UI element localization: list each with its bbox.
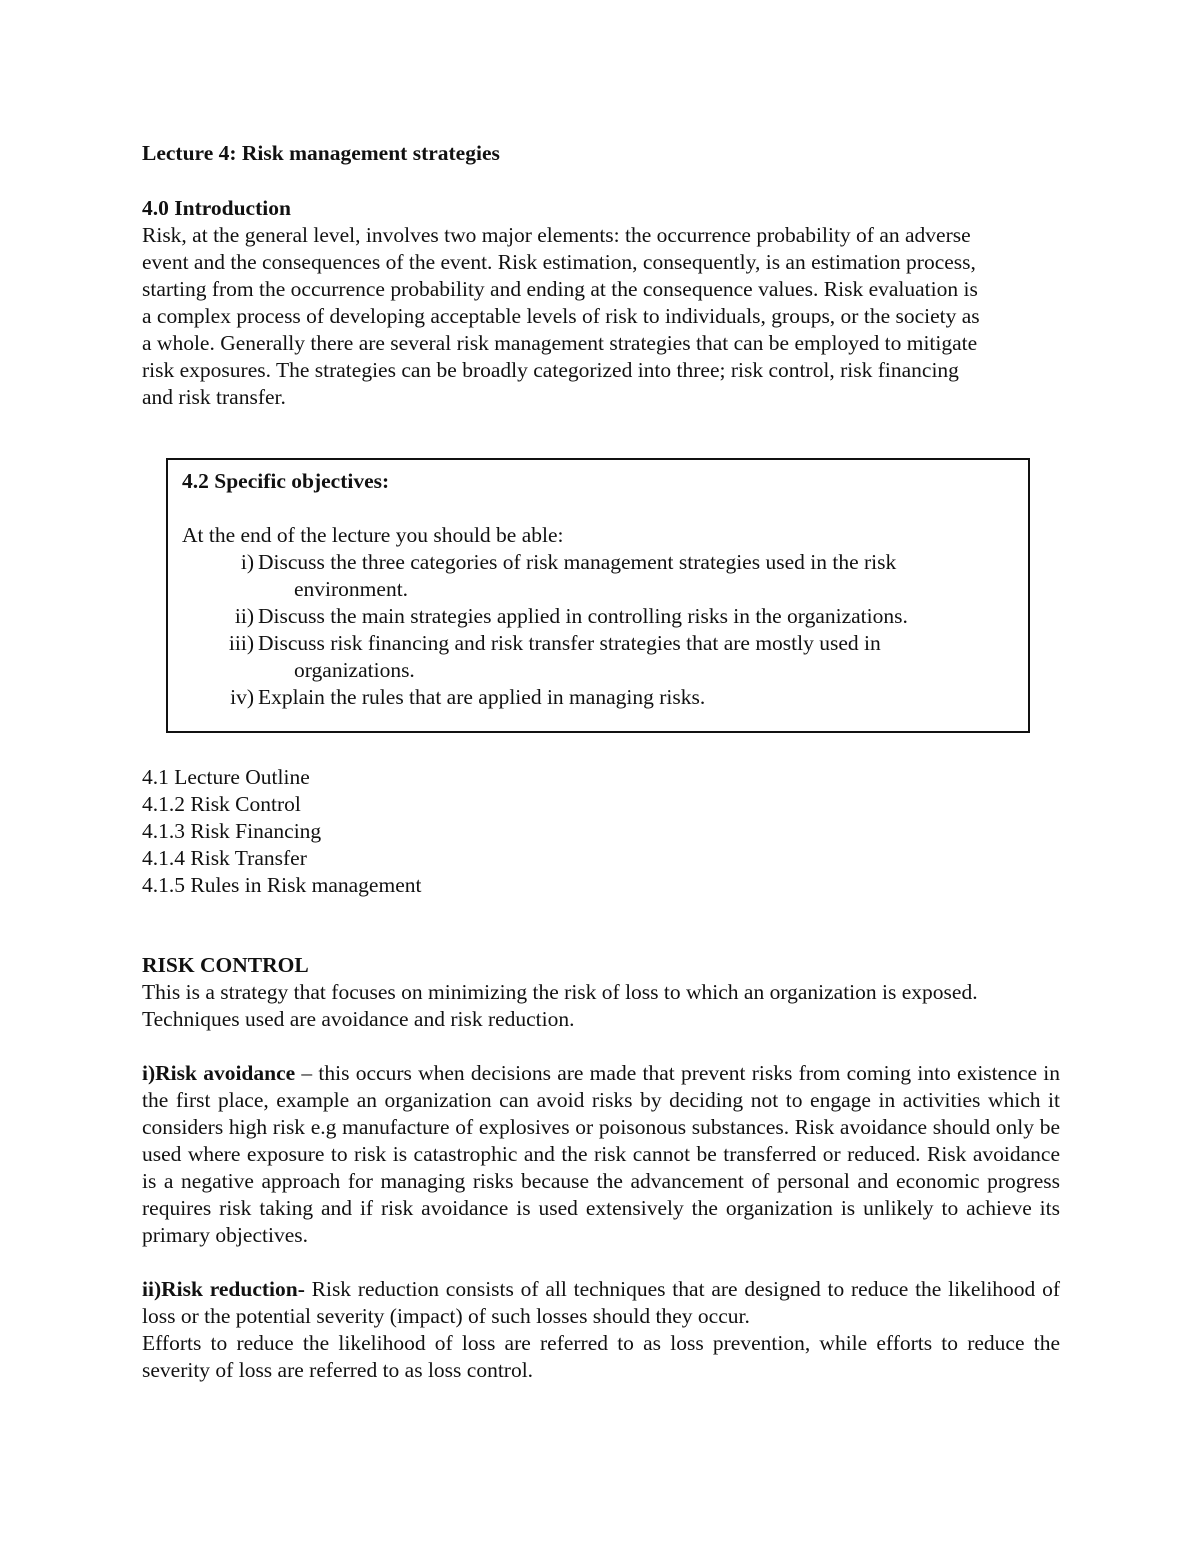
- objective-number: i): [240, 550, 254, 574]
- objective-line: Discuss risk financing and risk transfer strategies that are mostly used in: [258, 631, 881, 655]
- document-body: [142, 140, 1060, 411]
- objective-number: iv): [230, 685, 254, 709]
- lecture-outline: [142, 764, 742, 899]
- risk-avoidance-label: i)Risk avoidance: [142, 1061, 296, 1085]
- intro-line: a complex process of developing acceptable levels of risk to individuals, groups, or the society as: [142, 304, 980, 328]
- intro-heading: 4.0 Introduction: [142, 196, 291, 220]
- intro-paragraph: [142, 222, 1060, 411]
- outline-item: 4.1 Lecture Outline: [142, 765, 310, 789]
- objective-item: [182, 549, 1014, 603]
- objectives-title: 4.2 Specific objectives:: [182, 469, 390, 493]
- objective-number: ii): [234, 604, 254, 628]
- risk-avoidance-paragraph: [142, 1060, 1060, 1249]
- objective-item: [182, 684, 1014, 711]
- risk-reduction-extra: Efforts to reduce the likelihood of loss are referred to as loss prevention, while efforts to reduce the severity of loss are referred to as loss control.: [142, 1331, 1060, 1382]
- objective-line: Explain the rules that are applied in managing risks.: [258, 685, 706, 709]
- intro-line: and risk transfer.: [142, 385, 286, 409]
- intro-line: event and the consequences of the event. Risk estimation, consequently, is an estimation process,: [142, 250, 976, 274]
- lecture-title: Lecture 4: Risk management strategies: [142, 141, 500, 165]
- intro-line: a whole. Generally there are several risk management strategies that can be employed to mitigate: [142, 331, 978, 355]
- risk-control-section: [142, 952, 1060, 1384]
- objectives-box: [166, 458, 1030, 733]
- intro-line: Risk, at the general level, involves two major elements: the occurrence probability of an adverse: [142, 223, 971, 247]
- objectives-list: [182, 549, 1014, 711]
- objective-text: [258, 684, 1014, 711]
- objective-number: iii): [228, 631, 254, 655]
- risk-reduction-text: Risk reduction consists of all techniques that are designed to reduce the likelihood of loss or the potential severity (impact) of such losses should they occur.: [142, 1277, 1060, 1328]
- intro-line: starting from the occurrence probability and ending at the consequence values. Risk evaluation is: [142, 277, 978, 301]
- risk-control-intro-line: This is a strategy that focuses on minimizing the risk of loss to which an organization is exposed.: [142, 980, 978, 1004]
- intro-line: risk exposures. The strategies can be broadly categorized into three; risk control, risk financing: [142, 358, 959, 382]
- objective-text: [258, 630, 1014, 684]
- objective-line: Discuss the main strategies applied in controlling risks in the organizations.: [258, 604, 908, 628]
- outline-item: 4.1.2 Risk Control: [142, 792, 301, 816]
- objective-item: [182, 630, 1014, 684]
- objectives-lead: At the end of the lecture you should be able:: [182, 523, 564, 547]
- objective-text: [258, 603, 1014, 630]
- risk-control-heading: RISK CONTROL: [142, 953, 309, 977]
- outline-item: 4.1.4 Risk Transfer: [142, 846, 307, 870]
- objective-line: Discuss the three categories of risk management strategies used in the risk: [258, 550, 897, 574]
- objective-text: [258, 549, 1014, 603]
- outline-item: 4.1.3 Risk Financing: [142, 819, 322, 843]
- objective-item: [182, 603, 1014, 630]
- risk-reduction-paragraph: [142, 1276, 1060, 1330]
- objective-continuation: environment.: [294, 577, 409, 601]
- outline-item: 4.1.5 Rules in Risk management: [142, 873, 422, 897]
- objective-continuation: organizations.: [294, 658, 415, 682]
- risk-avoidance-text: – this occurs when decisions are made that prevent risks from coming into existence in the first place, example an organization can avoid risks by deciding not to engage in activities which it considers high risk e.g manufacture of explosives or poisonous substances. Risk avoidance should only be used where exposure to risk is catastrophic and the risk cannot be transferred or reduced. Risk avoidance is a negative approach for managing risks because the advancement of personal and economic progress requires risk taking and if risk avoidance is used extensively the organization is unlikely to achieve its primary objectives.: [142, 1061, 1060, 1247]
- risk-control-intro-line: Techniques used are avoidance and risk reduction.: [142, 1007, 575, 1031]
- risk-reduction-label: ii)Risk reduction-: [142, 1277, 305, 1301]
